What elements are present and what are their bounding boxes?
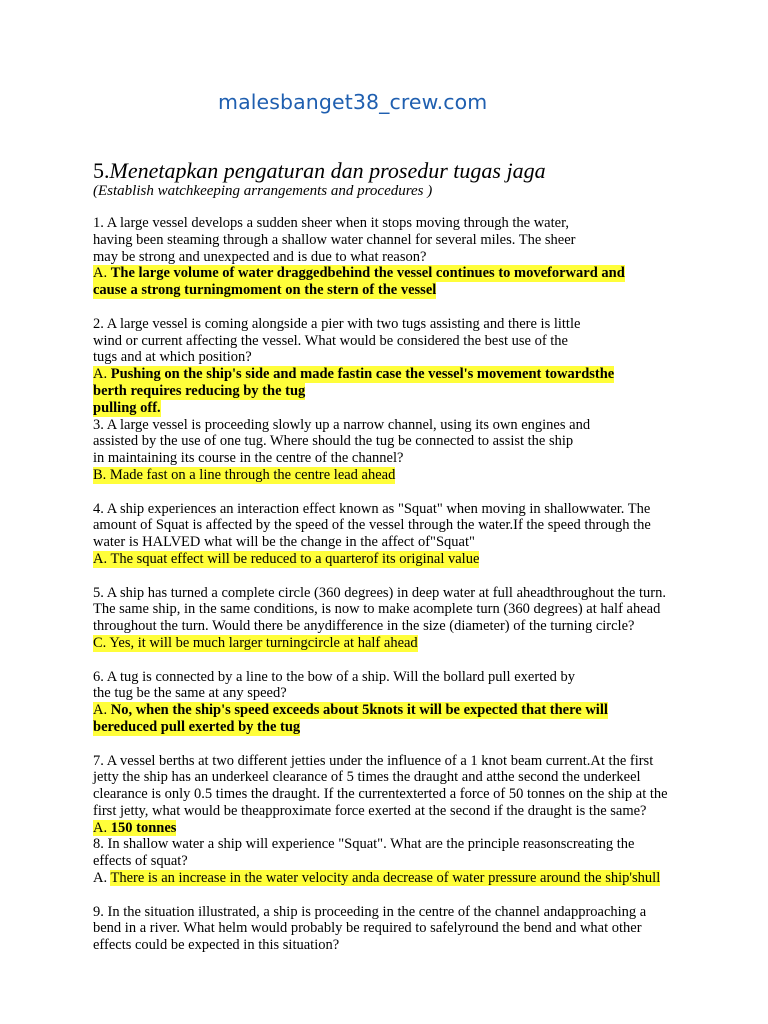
question-text-line: wind or current affecting the vessel. What would be considered the best use of the xyxy=(93,332,568,349)
answer-text: The large volume of water draggedbehind the vessel continues to moveforward and xyxy=(110,265,625,282)
answer-prefix: A. xyxy=(93,265,111,282)
answer-line xyxy=(93,366,614,383)
answer xyxy=(93,366,675,383)
question-9 xyxy=(93,904,675,954)
question-list xyxy=(93,215,675,954)
answer xyxy=(93,383,675,400)
question-text: 5. A ship has turned a complete circle (360 degrees) in deep water at full aheadthroughout the turn. The same ship, in the same conditions, is now to make acomplete turn (360 degrees) at half ahead throughout the turn. Would there be anydifference in the size (diameter) of the turning circle? xyxy=(93,584,666,635)
answer-prefix: A. xyxy=(93,702,111,719)
answer-prefix: A. xyxy=(93,819,111,836)
answer-text: Pushing on the ship's side and made fastin case the vessel's movement towardsthe xyxy=(110,366,615,383)
answer xyxy=(93,635,675,652)
answer xyxy=(93,400,675,417)
answer-text: B. Made fast on a line through the centre lead ahead xyxy=(93,466,396,483)
question-text-line: assisted by the use of one tug. Where should the tug be connected to assist the ship xyxy=(93,433,574,450)
answer-line: cause a strong turningmoment on the stern of the vessel xyxy=(93,282,437,299)
answer-prefix: A. xyxy=(93,870,111,887)
answer xyxy=(93,467,675,484)
answer-line: bereduced pull exerted by the tug xyxy=(93,718,301,735)
question-7 xyxy=(93,753,675,837)
question-4 xyxy=(93,501,675,568)
question-6 xyxy=(93,669,675,736)
section-number: 5. xyxy=(93,158,110,183)
answer-text: 150 tonnes xyxy=(110,819,177,836)
answer xyxy=(93,265,675,282)
answer-text: No, when the ship's speed exceeds about 5knots it will be expected that there will xyxy=(110,702,608,719)
answer-text: A. The squat effect will be reduced to a quarterof its original value xyxy=(93,550,480,567)
question-text-line: tugs and at which position? xyxy=(93,349,252,366)
answer-text: C. Yes, it will be much larger turningcircle at half ahead xyxy=(93,634,418,651)
site-watermark: malesbanget38_crew.com xyxy=(218,90,488,114)
answer xyxy=(93,870,675,887)
question-text-line: may be strong and unexpected and is due to what reason? xyxy=(93,248,427,265)
question-3 xyxy=(93,417,675,484)
question-text-line: 3. A large vessel is proceeding slowly up a narrow channel, using its own engines and xyxy=(93,416,591,433)
question-text-line: in maintaining its course in the centre of the channel? xyxy=(93,450,404,467)
question-8 xyxy=(93,836,675,886)
answer-line: berth requires reducing by the tug xyxy=(93,382,306,399)
section-heading xyxy=(93,157,546,185)
question-text-line: the tug be the same at any speed? xyxy=(93,685,287,702)
question-text: 4. A ship experiences an interaction effect known as "Squat" when moving in shallowwater. The amount of Squat is affected by the speed of the vessel through the water.If the speed through the water is HALVED what will be the change in the affect of"Squat" xyxy=(93,500,651,551)
question-text: 9. In the situation illustrated, a ship is proceeding in the centre of the channel andapproaching a bend in a river. What helm would probably be required to safelyround the bend and what other effects could be expected in this situation? xyxy=(93,903,647,954)
answer-line: pulling off. xyxy=(93,399,161,416)
answer xyxy=(93,719,675,736)
question-5 xyxy=(93,585,675,652)
answer xyxy=(93,282,675,299)
question-1 xyxy=(93,215,675,299)
answer-text: There is an increase in the water velocity anda decrease of water pressure around the ship'shull xyxy=(110,870,661,887)
question-text-line: 2. A large vessel is coming alongside a pier with two tugs assisting and there is little xyxy=(93,315,581,332)
answer xyxy=(93,702,675,719)
answer-line xyxy=(93,265,625,282)
question-text-line: 1. A large vessel develops a sudden sheer when it stops moving through the water, xyxy=(93,215,569,231)
question-text: 8. In shallow water a ship will experience "Squat". What are the principle reasonscreating the effects of squat? xyxy=(93,836,635,870)
question-text-line: having been steaming through a shallow water channel for several miles. The sheer xyxy=(93,231,576,248)
question-text-line: 6. A tug is connected by a line to the bow of a ship. Will the bollard pull exerted by xyxy=(93,668,575,685)
section-subtitle: (Establish watchkeeping arrangements and procedures ) xyxy=(93,183,433,199)
answer-line xyxy=(93,820,176,837)
section-title: Menetapkan pengaturan dan prosedur tugas jaga xyxy=(109,158,546,183)
answer xyxy=(93,551,675,568)
answer-line xyxy=(93,702,608,719)
question-text: 7. A vessel berths at two different jetties under the influence of a 1 knot beam current.At the first jetty the ship has an underkeel clearance of 5 times the draught and atthe second the underkeel clearance is only 0.5 times the draught. If the currentexterted a force of 50 tonnes on the ship at the first jetty, what would be theapproximate force exerted at the second if the draught is the same? xyxy=(93,752,668,819)
answer xyxy=(93,820,675,837)
answer-prefix: A. xyxy=(93,366,111,383)
question-2 xyxy=(93,316,675,417)
